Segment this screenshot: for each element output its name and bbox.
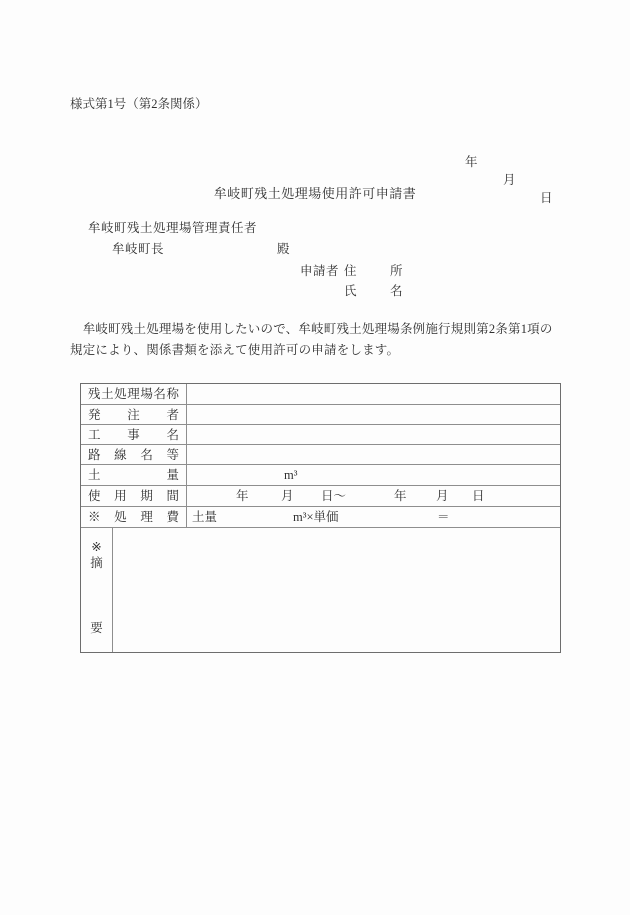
remarks-asterisk-mark: ※ [91,540,102,554]
remarks-char2: 要 [90,621,103,635]
addressee-mayor: 牟岐町長 [112,242,165,256]
row-label-use-period: 使用期間 [81,486,187,506]
table-row-remarks [81,527,560,652]
date-year-label: 年 [465,155,478,169]
applicant-name-char2: 名 [390,284,403,298]
table-row-use-period [81,485,560,506]
date-day-label: 日 [540,191,553,205]
table-row-soil-volume [81,464,560,485]
applicant-address-char2: 所 [390,264,403,278]
period-day2-label: 日 [472,489,485,503]
row-value-construction-name [187,425,560,444]
table-row-construction-name [81,424,560,444]
period-year1-label: 年 [236,489,249,503]
period-month1-label: 月 [281,489,294,503]
applicant-name-char1: 氏 [344,284,357,298]
fee-equals-sign: ＝ [437,510,450,524]
applicant-label: 申請者 [300,264,340,278]
body-paragraph-line1: 牟岐町残土処理場を使用したいので、牟岐町残土処理場条例施行規則第2条第1項の [70,322,553,336]
table-row-orderer [81,404,560,424]
applicant-address-char1: 住 [344,264,357,278]
row-value-remarks [113,528,560,652]
row-label-processing-fee: ※処理費 [81,507,187,527]
addressee-manager: 牟岐町残土処理場管理責任者 [88,221,258,235]
row-label-remarks [81,528,113,652]
row-value-orderer [187,405,560,424]
period-year2-label: 年 [394,489,407,503]
row-label-site-name: 残土処理場名称 [81,384,187,404]
fee-unit-label: m³×単価 [293,510,339,524]
row-value-site-name [187,384,560,404]
fee-volume-label: 土量 [192,510,218,524]
row-label-route-name: 路線名等 [81,445,187,464]
table-row-site-name [81,384,560,404]
row-value-use-period [187,486,560,506]
period-day1-label: 日～ [321,489,347,503]
row-value-processing-fee [187,507,560,527]
body-paragraph-line2: 規定により、関係書類を添えて使用許可の申請をします。 [70,343,400,357]
row-value-soil-volume [187,465,560,485]
soil-volume-unit: m³ [284,468,298,482]
row-label-construction-name: 工事名 [81,425,187,444]
form-number: 様式第1号（第2条関係） [70,97,208,111]
row-label-orderer: 発注者 [81,405,187,424]
row-value-route-name [187,445,560,464]
row-label-soil-volume: 土量 [81,465,187,485]
date-month-label: 月 [503,173,516,187]
application-table [80,383,561,653]
period-month2-label: 月 [436,489,449,503]
remarks-char1: 摘 [90,556,103,570]
addressee-honorific: 殿 [277,242,290,256]
table-row-processing-fee [81,506,560,527]
page-title: 牟岐町残土処理場使用許可申請書 [213,186,417,201]
table-row-route-name [81,444,560,464]
